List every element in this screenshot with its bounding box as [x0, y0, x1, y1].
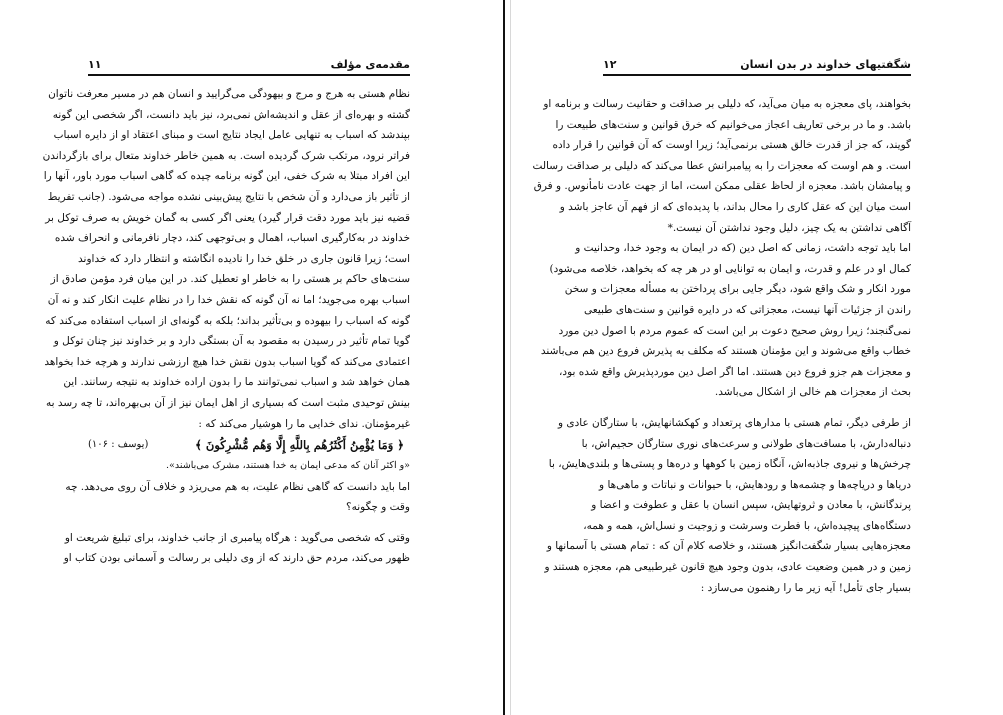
text-line: پرندگانش، با معادن و ثروتهایش، سپس انسان با عقل و عطوفت و اعضا و [591, 499, 911, 512]
right-paragraph-1 [532, 94, 911, 238]
text-line: بینش توحیدی مثبت است که بسیاری از اهل ایمان نیز از آن بی‌بهره‌اند، تا چه رسد به [45, 396, 410, 409]
right-paragraph-2 [540, 238, 911, 403]
text-line: گویند، که جز از قدرت خالق هستی برنمی‌آید؛ زیرا اوست که آن قوانین را قرار داده [552, 139, 911, 152]
text-line: غیرمؤمنان. ندای خدایی ما را هوشیار می‌کند که : [198, 417, 410, 430]
text-line: همان خواهد شد و اسباب نمی‌توانند ما را بدون اراده خداوند به نتیجه رسانند. این [63, 376, 410, 389]
text-line: باشد. و ما در برخی تعاریف اعجاز می‌خوانیم که خرق قوانین و سنت‌های طبیعت را [555, 118, 911, 131]
text-line: زمین و در همین وضعیت عادی، بدون وجود هیچ قانون غیرطبیعی هم، معجزه هستند و [544, 561, 911, 574]
text-line: دریاها و دریاچه‌ها و چشمه‌ها و رودهایش، با حیوانات و نباتات و ماهی‌ها و [599, 478, 911, 491]
text-line: دنباله‌دارش، با مسافت‌های طولانی و سرعت‌های نوری ستارگان حجیم‌اش، با [581, 437, 911, 450]
text-line: بحث از معجزات هم خالی از اشکال می‌باشد. [714, 386, 911, 399]
left-paragraph-3 [63, 528, 410, 569]
text-line: از تأثیر باز می‌دارد و آن شخص با نتایج پیش‌بینی نشده مواجه می‌شود. (جانب تفریط [47, 190, 410, 203]
text-line: نظام هستی به هرج و مرج و بیهودگی می‌گرایید و انسان هم در مسیر معرفت ناتوان [48, 88, 410, 100]
text-line: وقت و چگونه؟ [346, 501, 410, 514]
text-line: کمال او در علم و قدرت، و ایمان به توانایی او در هر چه که بخواهد، خلاصه می‌شود) [549, 262, 911, 275]
text-line: است. و هم اوست که معجزات را به پیامبرانش عطا می‌کند که دلیلی بر صداقت رسالت [532, 159, 911, 172]
text-line: اما باید دانست که گاهی نظام علیت، به هم می‌ریزد و خلاف آن روی می‌دهد. چه [65, 480, 410, 493]
text-line: خطاب واقع می‌شوند و این مؤمنان هستند که مکلف به پذیرش فروع دین هم می‌باشند [540, 345, 911, 358]
left-paragraph-1 [42, 84, 410, 434]
text-line: گویا تمام تأثیر در رسیدن به مقصود به آن بستگی دارد و بر خداوند نیز چنان توکل و [53, 335, 410, 348]
text-line: است؛ زیرا قانون جاری در خلق خدا را نادیده انگاشته و انتظار دارد که خداوند [78, 252, 410, 265]
text-line: و پیامشان باشد. معجزه از لحاظ عقلی ممکن است، اما از جهت عادت نامأنوس. و فرق [533, 180, 911, 193]
text-line: و معجزات هم جزو فروع دین هستند. اما اگر اصل دین موردپذیرش واقع شده بود، [559, 365, 911, 378]
verse-reference: (یوسف : ۱۰۶) [88, 439, 149, 451]
text-line: معجزه‌هایی بسیار شگفت‌انگیز هستند، و خلاصه کلام آن که : تمام هستی با آسمانها و [546, 540, 911, 553]
text-line: راندن از جزئیات آنها نیست، معجزاتی که در دایره قوانین و سنت‌های طبیعی [584, 303, 911, 316]
text-line: دستگاه‌های پیچیده‌اش، با فطرت وسرشت و زوجیت و نسل‌اش، همه و همه، [583, 519, 911, 532]
text-line: فراتر نرود، مرتکب شرک گردیده است. به همین خاطر خداوند متعال برای بازگرداندن [42, 149, 410, 162]
text-line: آگاهی نداشتن به یک چیز، دلیل وجود نداشتن آن نیست.* [667, 221, 911, 234]
text-line: اعتمادی می‌کند که گویا اسباب بدون نقش خدا هیچ ارزشی ندارند و هرچه خدا بخواهد [44, 355, 410, 368]
text-line: است میان این که عقل کاری را محال بداند، با پدیده‌ای که از فهم آن عاجز باشد و [559, 200, 911, 213]
text-line: گونه که اسباب را بیهوده و بی‌تأثیر بداند؛ بلکه به گونه‌ای از اسباب استفاده می‌کند که [45, 314, 410, 327]
book-gutter [503, 0, 511, 715]
right-header-title: شگفتیهای خداوند در بدن انسان [740, 58, 911, 71]
left-paragraph-2 [65, 477, 410, 518]
text-line: بخواهند، پای معجزه به میان می‌آید، که دلیلی بر صداقت و حقانیت رسالت و برنامه او [543, 98, 911, 110]
text-line: وقتی که شخصی می‌گوید : هرگاه پیامبری از جانب خداوند، برای تبلیغ شریعت او [64, 531, 410, 544]
text-line: خداوند در به‌کارگیری اسباب، اهمال و بی‌توجهی کند، دچار نافرمانی و انحراف شده [54, 232, 410, 245]
text-line: چرخش‌ها و نیروی جاذبه‌اش، آنگاه زمین با کوهها و دره‌ها و پستی‌ها و بلندی‌هایش، با [548, 458, 911, 471]
left-header-title: مقدمه‌ی مؤلف [330, 58, 410, 71]
verse-translation: «و اکثر آنان که مدعی ایمان به خدا هستند، مشرک می‌باشند». [166, 460, 410, 472]
text-line: سنت‌های حاکم بر هستی را به خاطر او تعطیل کند. در این میان فرد مؤمن صادق از [50, 273, 410, 286]
text-line: اسباب بهره می‌جوید؛ اما نه آن گونه که نقش خدا را در نظام علیت انکار کند و نه آن [47, 293, 410, 306]
right-page-number: ۱۲ [603, 58, 617, 71]
right-page-header [603, 58, 911, 76]
text-line: ظهور می‌کند، مردم حق دارند که از وی دلیلی بر رسالت و آسمانی بودن کتاب او [63, 552, 410, 565]
text-line: قضیه نیز باید مورد دقت قرار گیرد) یعنی اگر کسی به گمان خویش به صرف توکل بر [45, 211, 410, 224]
text-line: نمی‌گنجند؛ زیرا روش صحیح دعوت بر این است که عموم مردم با اصول دین مورد [558, 324, 911, 337]
text-line: اما باید توجه داشت، زمانی که اصل دین (که در ایمان به وجود خدا، وحدانیت و [575, 242, 911, 255]
quran-verse: ﴿ وَمَا يُؤْمِنُ أَكْثَرُهُم بِاللَّهِ إِلَّا وَهُم مُّشْرِكُونَ ﴾ [195, 438, 404, 453]
right-page [511, 0, 1003, 715]
text-line: مورد انکار و شک واقع شود، دیگر جایی برای پرداختن به مسأله معجزات و سخن [564, 283, 911, 296]
left-page-number: ۱۱ [88, 58, 102, 71]
text-line: این افراد مبتلا به شرک خفی، این گونه برنامه چیده که گاهی اسباب مورد باور، آنها را [43, 170, 410, 183]
text-line: گشته و بهره‌ای از عقل و اندیشه‌اش نمی‌برد، نیز باید دانست، اگر شخصی این گونه [52, 108, 410, 121]
left-page-body [42, 84, 410, 569]
left-page-header [88, 58, 410, 76]
right-page-body [532, 94, 911, 598]
text-line: بپندشد که اسباب به تنهایی عامل ایجاد نتایج است و مبنای اعتقاد او از دایره اسباب [53, 129, 410, 142]
right-paragraph-3 [544, 413, 911, 598]
quran-verse-row [88, 434, 410, 456]
text-line: از طرفی دیگر، تمام هستی با مدارهای پرتعداد و کهکشانهایش، با ستارگان عادی و [557, 416, 911, 429]
text-line: بسیار جای تأمل! آیه زیر ما را رهنمون می‌سازد : [700, 581, 911, 594]
